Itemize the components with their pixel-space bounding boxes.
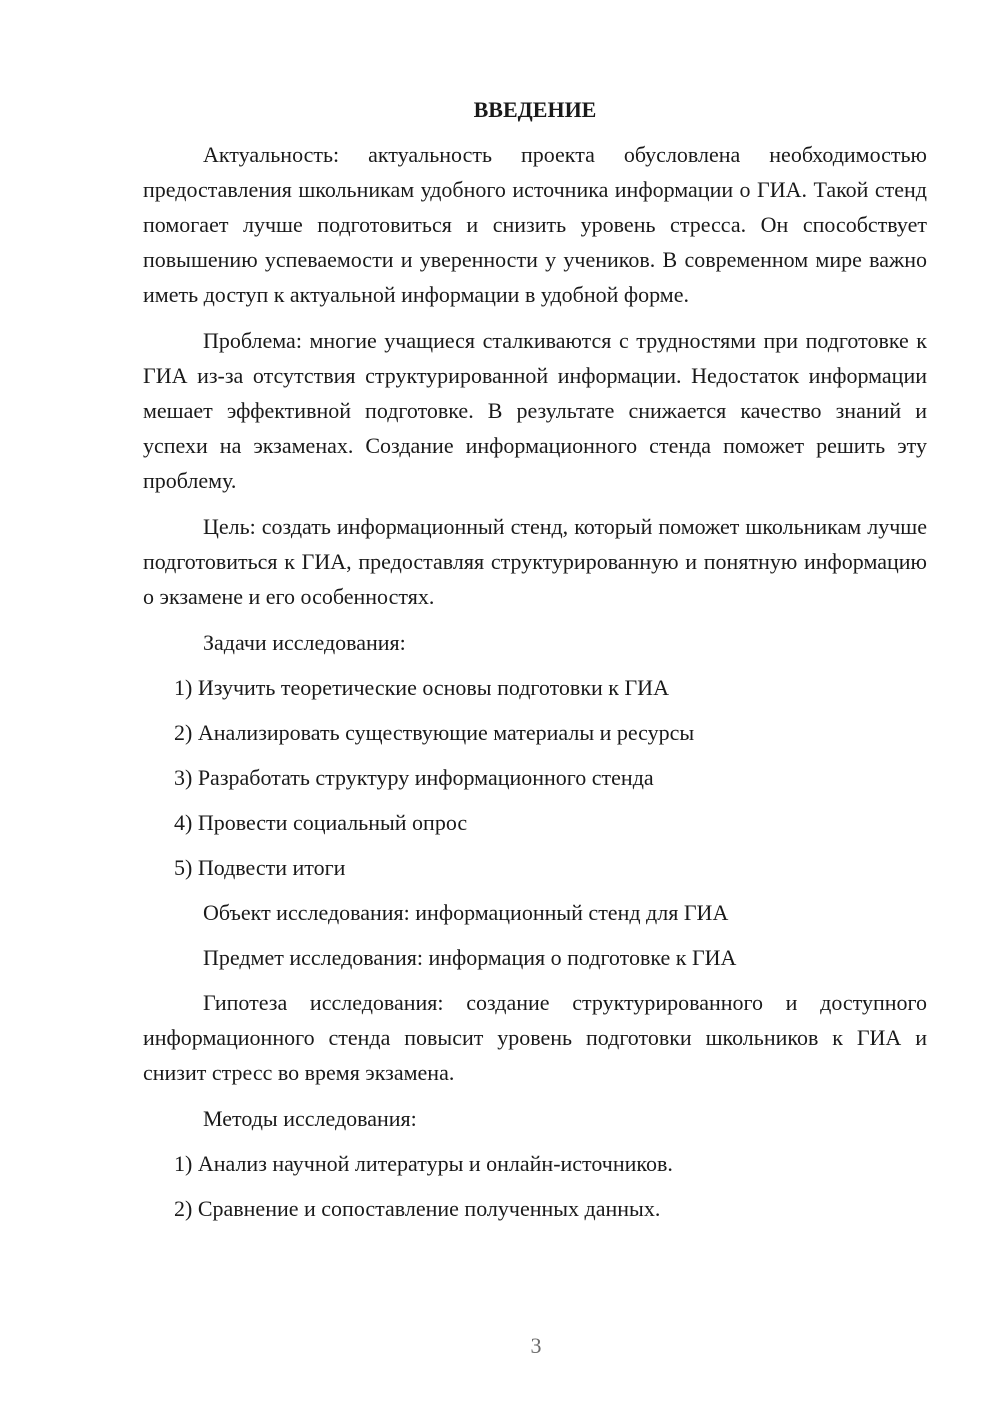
- list-item: 1) Изучить теоретические основы подготовки к ГИА: [174, 675, 669, 700]
- document-page: [143, 95, 927, 1236]
- list-item: 4) Провести социальный опрос: [174, 810, 468, 835]
- methods-title: Методы исследования:: [203, 1106, 417, 1131]
- methods-list: [143, 1146, 927, 1226]
- section-heading: ВВЕДЕНИЕ: [473, 97, 597, 122]
- problem-paragraph: Проблема: многие учащиеся сталкиваются с трудностями при подготовке к ГИА из-за отсутствия структурированной информации. Недостаток информации мешает эффективной подготовке. В результате снижается качество знаний и успехи на экзаменах. Создание информационного стенда поможет решить эту проблему.: [143, 328, 927, 493]
- page-number: 3: [530, 1333, 542, 1358]
- tasks-list: [143, 670, 927, 885]
- subject-line: Предмет исследования: информация о подготовке к ГИА: [203, 945, 737, 970]
- list-item: 3) Разработать структуру информационного стенда: [174, 765, 654, 790]
- list-item: 2) Сравнение и сопоставление полученных данных.: [174, 1196, 661, 1221]
- list-item: 2) Анализировать существующие материалы и ресурсы: [174, 720, 695, 745]
- relevance-paragraph: Актуальность: актуальность проекта обусловлена необходимостью предоставления школьникам удобного источника информации о ГИА. Такой стенд помогает лучше подготовиться и снизить уровень стресса. Он способствует повышению успеваемости и уверенности у учеников. В современном мире важно иметь доступ к актуальной информации в удобной форме.: [143, 142, 927, 307]
- object-line: Объект исследования: информационный стенд для ГИА: [203, 900, 729, 925]
- hypothesis-paragraph: Гипотеза исследования: создание структурированного и доступного информационного стенда повысит уровень подготовки школьников к ГИА и снизит стресс во время экзамена.: [143, 990, 927, 1085]
- list-item: 1) Анализ научной литературы и онлайн-источников.: [174, 1151, 673, 1176]
- tasks-title: Задачи исследования:: [203, 630, 406, 655]
- goal-paragraph: Цель: создать информационный стенд, который поможет школьникам лучше подготовиться к ГИА, предоставляя структурированную и понятную информацию о экзамене и его особенностях.: [143, 514, 927, 609]
- list-item: 5) Подвести итоги: [174, 855, 346, 880]
